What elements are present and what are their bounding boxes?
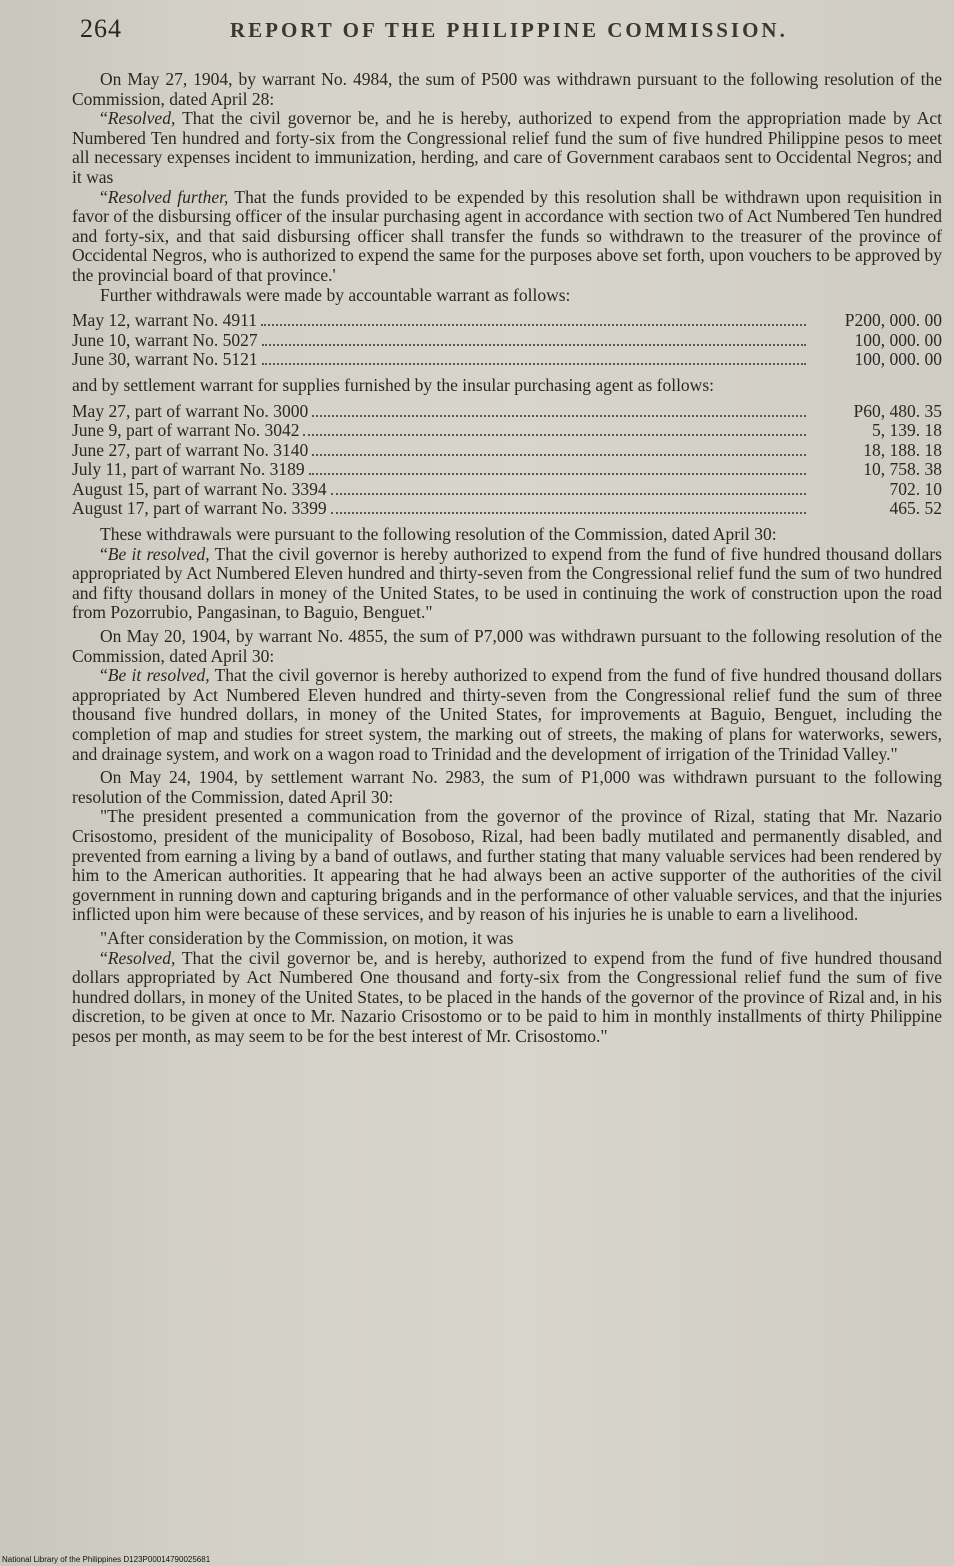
ledger-amount: 100, 000. 00 <box>854 349 942 370</box>
paragraph: “Be it resolved, That the civil governor is hereby authorized to expend from the fund of five hundred thousand dollars appropriated by Act Numbered Eleven hundred and thirty-seven from the Congressional relief fund the sum of three thousand five hundred dollars, in money of the United States, for improvements at Baguio, Benguet, including the completion of map and studies for street system, the marking out of streets, the making of plans for waterworks, sewers, and drainage system, and work on a wagon road to Trinidad and the development of irrigation of the Trinidad Valley." <box>72 665 942 764</box>
ledger-row <box>72 311 942 331</box>
ledger-amount: P200, 000. 00 <box>844 310 942 331</box>
ledger-row <box>72 350 942 370</box>
emphasis: Resolved further, <box>107 186 229 207</box>
ledger-amount: 18, 188. 18 <box>863 439 942 460</box>
settlement-ledger <box>72 402 942 520</box>
ledger-description: August 15, part of warrant No. 3394 <box>72 478 327 499</box>
paragraph-text: That the funds provided to be expended by this resolution shall be withdrawn upon requisition in favor of the disbursing officer of the insular purchasing agent in accordance with section two of Act Numbered Ten hundred and forty-six, and that said disbursing officer shall transfer the funds so withdrawn to the treasurer of the province of Occidental Negros, who is authorized to expend the same for the purposes above set forth, upon vouchers to be approved by the provincial board of that province.' <box>72 186 942 285</box>
paragraph: “Be it resolved, That the civil governor is hereby authorized to expend from the fund of five hundred thousand dollars appropriated by Act Numbered Eleven hundred and thirty-seven from the Congressional relief fund the sum of two hundred and fifty thousand dollars in money of the United States, to be used in continuing the work of construction upon the road from Pozorrubio, Pangasinan, to Baguio, Benguet." <box>72 543 942 623</box>
paragraph: "After consideration by the Commission, on motion, it was <box>100 927 514 948</box>
ledger-description: May 27, part of warrant No. 3000 <box>72 400 309 421</box>
warrant-ledger <box>72 311 942 370</box>
emphasis: Be it resolved, <box>107 665 210 686</box>
paragraph: “Resolved further, That the funds provided to be expended by this resolution shall be withdrawn upon requisition in favor of the disbursing officer of the insular purchasing agent in accordance with section two of Act Numbered Ten hundred and forty-six, and that said disbursing officer shall transfer the funds so withdrawn to the treasurer of the province of Occidental Negros, who is authorized to expend the same for the purposes above set forth, upon vouchers to be approved by the provincial board of that province.' <box>72 186 942 285</box>
ledger-amount: 5, 139. 18 <box>872 420 942 441</box>
ledger-row <box>72 421 942 441</box>
running-head: REPORT OF THE PHILIPPINE COMMISSION. <box>230 18 788 42</box>
ledger-amount: 702. 10 <box>889 478 942 499</box>
ledger-row <box>72 460 942 480</box>
ledger-row <box>72 499 942 519</box>
paragraph: “Resolved, That the civil governor be, and is hereby, authorized to expend from the fund of five hundred thousand dollars appropriated by Act Numbered One thousand and forty-six from the Congressional relief fund the sum of five hundred dollars, in money of the United States, to be placed in the hands of the governor of the province of Rizal and, in his discretion, to be given at once to Mr. Nazario Crisostomo or to be paid to him in monthly installments of thirty Philippine pesos per month, as may seem to be for the best interest of Mr. Crisostomo." <box>72 947 943 1046</box>
paragraph: On May 27, 1904, by warrant No. 4984, the sum of P500 was withdrawn pursuant to the following resolution of the Commission, dated April 28: <box>72 69 942 109</box>
dot-leader <box>303 434 806 436</box>
ledger-row <box>72 331 942 351</box>
paragraph: and by settlement warrant for supplies furnished by the insular purchasing agent as follows: <box>72 374 714 395</box>
ledger-description: May 12, warrant No. 4911 <box>72 310 258 331</box>
ledger-description: June 27, part of warrant No. 3140 <box>72 439 309 460</box>
ledger-amount: 465. 52 <box>889 498 942 519</box>
ledger-description: June 9, part of warrant No. 3042 <box>72 420 300 441</box>
ledger-amount: P60, 480. 35 <box>853 400 942 421</box>
ledger-row <box>72 441 942 461</box>
emphasis: Resolved, <box>107 947 176 968</box>
body-text <box>72 70 942 1047</box>
ledger-row <box>72 402 942 422</box>
emphasis: Be it resolved, <box>107 543 210 564</box>
ledger-description: June 30, warrant No. 5121 <box>72 349 258 370</box>
paragraph: These withdrawals were pursuant to the following resolution of the Commission, dated April 30: <box>100 524 777 545</box>
dot-leader <box>262 344 806 346</box>
paragraph-text: That the civil governor is hereby authorized to expend from the fund of five hundred thousand dollars appropriated by Act Numbered Eleven hundred and thirty-seven from the Congressional relief fund the sum of two hundred and fifty thousand dollars in money of the United States, to be used in continuing the work of construction upon the road from Pozorrubio, Pangasinan, to Baguio, Benguet." <box>72 543 942 623</box>
ledger-description: June 10, warrant No. 5027 <box>72 329 258 350</box>
paragraph: "The president presented a communication from the governor of the province of Rizal, stating that Mr. Nazario Crisostomo, president of the municipality of Bosoboso, Rizal, had been badly mutilated and permanently disabled, and prevented from earning a living by a band of outlaws, and further stating that many valuable services had been rendered by him to the American authorities. It appearing that he had always been an active supporter of the authorities of the civil government in running down and capturing brigands and in the performance of other valuable services, and that the injuries inflicted upon him were because of these services, and by reason of his injuries he is unable to earn a livelihood. <box>72 806 942 925</box>
ledger-amount: 10, 758. 38 <box>863 459 942 480</box>
dot-leader <box>309 473 806 475</box>
paragraph: On May 20, 1904, by warrant No. 4855, the sum of P7,000 was withdrawn pursuant to the following resolution of the Commission, dated April 30: <box>72 626 942 666</box>
ledger-amount: 100, 000. 00 <box>854 329 942 350</box>
emphasis: Resolved, <box>107 108 176 129</box>
ledger-description: July 11, part of warrant No. 3189 <box>72 459 305 480</box>
paragraph-text: That the civil governor is hereby authorized to expend from the fund of five hundred thousand dollars appropriated by Act Numbered Eleven hundred and thirty-seven from the Congressional relief fund the sum of three thousand five hundred dollars, in money of the United States, for improvements at Baguio, Benguet, including the completion of map and studies for street system, the marking out of streets, the making of plans for waterworks, sewers, and drainage system, and work on a wagon road to Trinidad and the development of irrigation of the Trinidad Valley." <box>72 665 942 764</box>
paragraph: Further withdrawals were made by accountable warrant as follows: <box>100 284 571 305</box>
paragraph: On May 24, 1904, by settlement warrant No. 2983, the sum of P1,000 was withdrawn pursuant to the following resolution of the Commission, dated April 30: <box>72 767 942 807</box>
dot-leader <box>312 415 806 417</box>
page-header <box>80 14 940 48</box>
ledger-row <box>72 480 942 500</box>
dot-leader <box>262 363 806 365</box>
ledger-description: August 17, part of warrant No. 3399 <box>72 498 327 519</box>
paragraph-text: That the civil governor be, and he is hereby, authorized to expend from the appropriation made by Act Numbered Ten hundred and forty-six from the Congressional relief fund the sum of five hundred Philippine pesos to meet all necessary expenses incident to immunization, herding, and care of Government carabaos sent to Occidental Negros; and it was <box>72 108 943 187</box>
dot-leader <box>331 512 806 514</box>
page-number: 264 <box>80 14 122 43</box>
paragraph-text: That the civil governor be, and is hereby, authorized to expend from the fund of five hundred thousand dollars appropriated by Act Numbered One thousand and forty-six from the Congressional relief fund the sum of five hundred dollars, in money of the United States, to be placed in the hands of the governor of the province of Rizal and, in his discretion, to be given at once to Mr. Nazario Crisostomo or to be paid to him in monthly installments of thirty Philippine pesos per month, as may seem to be for the best interest of Mr. Crisostomo." <box>72 947 943 1046</box>
dot-leader <box>331 493 806 495</box>
paragraph: “Resolved, That the civil governor be, and he is hereby, authorized to expend from the appropriation made by Act Numbered Ten hundred and forty-six from the Congressional relief fund the sum of five hundred Philippine pesos to meet all necessary expenses incident to immunization, herding, and care of Government carabaos sent to Occidental Negros; and it was <box>72 108 943 187</box>
dot-leader <box>312 454 806 456</box>
dot-leader <box>261 324 806 326</box>
scan-footer: National Library of the Philippines D123P00014790025681 <box>2 1555 211 1564</box>
